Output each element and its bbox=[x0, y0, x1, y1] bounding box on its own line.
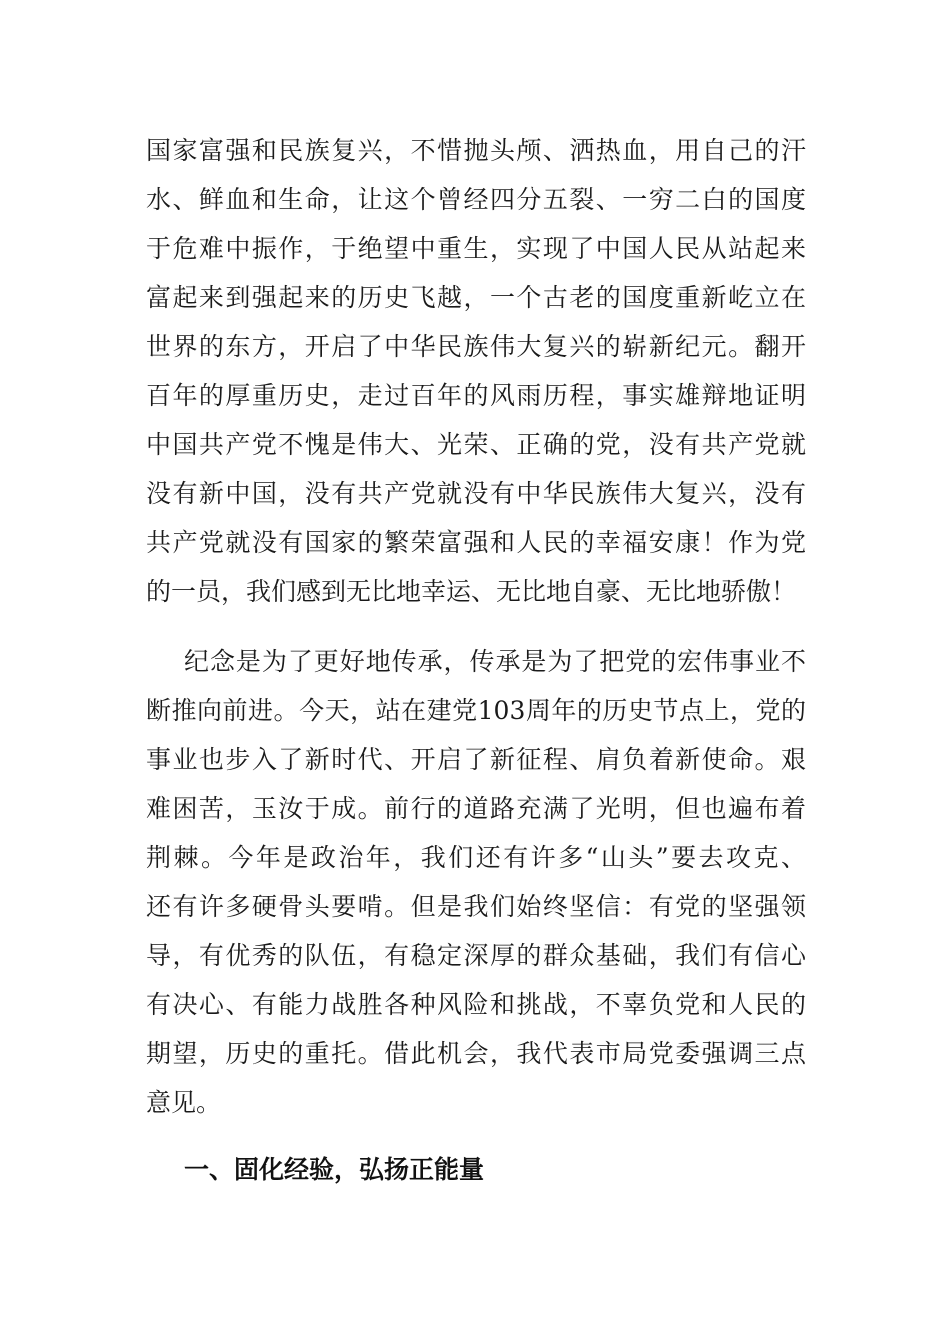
paragraph-line: 有决心、有能力战胜各种风险和挑战，不辜负党和人民的 bbox=[146, 990, 806, 1019]
section-heading: 一、固化经验，弘扬正能量 bbox=[184, 1155, 485, 1184]
paragraph-line: 纪念是为了更好地传承，传承是为了把党的宏伟事业不 bbox=[184, 647, 806, 676]
paragraph-line: 共产党就没有国家的繁荣富强和人民的幸福安康！作为党 bbox=[146, 528, 806, 557]
paragraph-line: 富起来到强起来的历史飞越，一个古老的国度重新屹立在 bbox=[146, 283, 806, 312]
paragraph-line: 荆棘。今年是政治年，我们还有许多“山头”要去攻克、 bbox=[146, 843, 806, 872]
paragraph-line: 中国共产党不愧是伟大、光荣、正确的党，没有共产党就 bbox=[146, 430, 806, 459]
paragraph-line: 难困苦，玉汝于成。前行的道路充满了光明，但也遍布着 bbox=[146, 794, 806, 823]
paragraph-line: 于危难中振作，于绝望中重生，实现了中国人民从站起来 bbox=[146, 234, 806, 263]
paragraph-line: 的一员，我们感到无比地幸运、无比地自豪、无比地骄傲！ bbox=[146, 577, 797, 606]
paragraph-line: 水、鲜血和生命，让这个曾经四分五裂、一穷二白的国度 bbox=[146, 185, 806, 214]
paragraph-line: 期望，历史的重托。借此机会，我代表市局党委强调三点 bbox=[146, 1039, 806, 1068]
paragraph-line: 百年的厚重历史，走过百年的风雨历程，事实雄辩地证明 bbox=[146, 381, 806, 410]
paragraph-line: 意见。 bbox=[146, 1088, 222, 1117]
paragraph-line: 世界的东方，开启了中华民族伟大复兴的崭新纪元。翻开 bbox=[146, 332, 806, 361]
paragraph-line: 事业也步入了新时代、开启了新征程、肩负着新使命。艰 bbox=[146, 745, 806, 774]
paragraph-line: 还有许多硬骨头要啃。但是我们始终坚信：有党的坚强领 bbox=[146, 892, 806, 921]
paragraph-line: 国家富强和民族复兴，不惜抛头颅、洒热血，用自己的汗 bbox=[146, 136, 806, 165]
paragraph-line: 导，有优秀的队伍，有稳定深厚的群众基础，我们有信心 bbox=[146, 941, 806, 970]
paragraph-line: 断推向前进。今天，站在建党103周年的历史节点上，党的 bbox=[146, 696, 806, 725]
paragraph-line: 没有新中国，没有共产党就没有中华民族伟大复兴，没有 bbox=[146, 479, 806, 508]
